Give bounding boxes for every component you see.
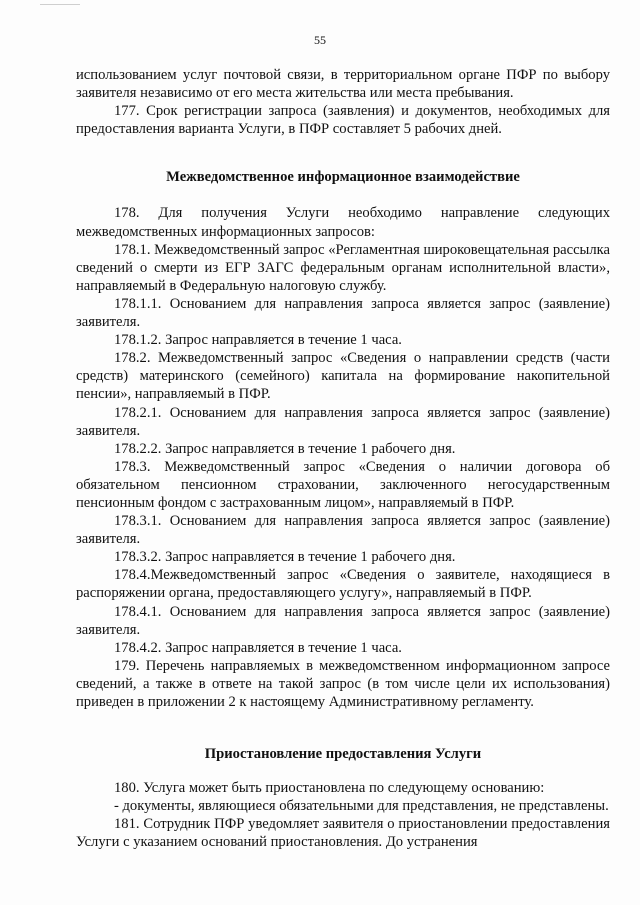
- paragraph-178-1-2: 178.1.2. Запрос направляется в течение 1 часа.: [114, 332, 402, 349]
- scan-artifact: [40, 4, 80, 5]
- paragraph-180-item: - документы, являющиеся обязательными для представления, не представлены.: [114, 798, 609, 815]
- spacer: [76, 763, 610, 779]
- section-heading-suspension: Приостановление предоставления Услуги: [204, 746, 482, 763]
- paragraph-178-2-1: 178.2.1. Основанием для направления запроса является запрос (заявление) заявителя.: [76, 404, 610, 439]
- paragraph-178-4-1: 178.4.1. Основанием для направления запроса является запрос (заявление) заявителя.: [76, 603, 610, 638]
- paragraph-178-4-2: 178.4.2. Запрос направляется в течение 1 часа.: [114, 639, 402, 656]
- paragraph-180: 180. Услуга может быть приостановлена по следующему основанию:: [114, 780, 545, 797]
- spacer: [76, 138, 610, 168]
- paragraph-178-2: 178.2. Межведомственный запрос «Сведения о направлении средств (части средств) материнского (семейного) капитала на формирование накопительной пенсии», направляемый в ПФР.: [76, 350, 610, 403]
- paragraph-178-4: 178.4.Межведомственный запрос «Сведения о заявителе, находящиеся в распоряжении органа, предоставляющего услугу», направляемый в ПФР.: [76, 567, 610, 602]
- paragraph-177: 177. Срок регистрации запроса (заявления) и документов, необходимых для предоставления варианта Услуги, в ПФР составляет 5 рабочих дней.: [76, 103, 610, 138]
- section-heading-interagency: Межведомственное информационное взаимодействие: [166, 169, 520, 186]
- spacer: [76, 711, 610, 745]
- paragraph-178-3: 178.3. Межведомственный запрос «Сведения о наличии договора об обязательном пенсионном страховании, заключенного негосударственным пенсионным фондом с застрахованным лицом», направляемый в ПФР.: [76, 458, 610, 511]
- paragraph-178-2-2: 178.2.2. Запрос направляется в течение 1 рабочего дня.: [114, 440, 456, 457]
- paragraph-intro: использованием услуг почтовой связи, в территориальном органе ПФР по выбору заявителя независимо от его места жительства или места пребывания.: [76, 67, 610, 102]
- paragraph-179: 179. Перечень направляемых в межведомственном информационном запросе сведений, а также в ответе на такой запрос (в том числе цели их использования) приведен в приложении 2 к настоящему Административному регламенту.: [76, 657, 610, 710]
- paragraph-178-1-1: 178.1.1. Основанием для направления запроса является запрос (заявление) заявителя.: [76, 295, 610, 331]
- paragraph-178-3-1: 178.3.1. Основанием для направления запроса является запрос (заявление) заявителя.: [76, 513, 610, 548]
- paragraph-181: 181. Сотрудник ПФР уведомляет заявителя о приостановлении предоставления Услуги с указанием оснований приостановления. До устранения: [76, 816, 610, 851]
- paragraph-178-3-2: 178.3.2. Запрос направляется в течение 1 рабочего дня.: [114, 549, 456, 566]
- page-number: 55: [314, 33, 326, 47]
- paragraph-178: 178. Для получения Услуги необходимо направление следующих межведомственных информационных запросов:: [76, 205, 610, 240]
- document-body: [76, 66, 610, 852]
- spacer: [76, 186, 610, 204]
- paragraph-178-1: 178.1. Межведомственный запрос «Регламентная широковещательная рассылка сведений о смерти из ЕГР ЗАГС федеральным органам исполнительной власти», направляемый в Федеральную налоговую службу.: [76, 241, 610, 294]
